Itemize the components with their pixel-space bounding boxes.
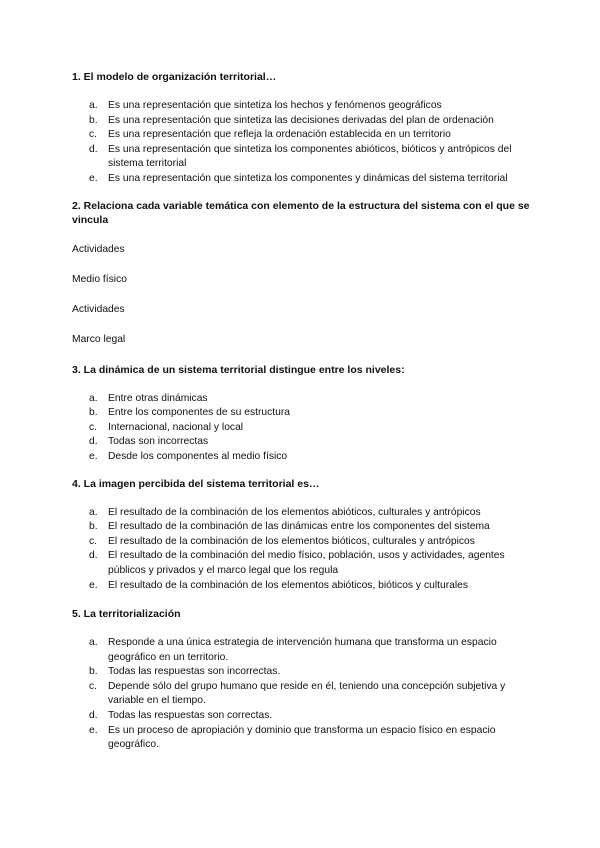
option-text: El resultado de la combinación de los elementos abióticos, culturales y antrópicos: [108, 506, 481, 518]
option-marker: e.: [89, 450, 98, 462]
option-item: [72, 406, 532, 421]
option-marker: a.: [89, 637, 98, 649]
option-text: El resultado de la combinación de las dinámicas entre los componentes del sistema: [108, 521, 490, 533]
option-marker: c.: [89, 421, 98, 433]
answer-line: Marco legal: [72, 333, 126, 345]
option-item: [72, 99, 534, 114]
option-item: [72, 549, 534, 578]
option-marker: a.: [89, 100, 98, 111]
option-item: [72, 680, 534, 709]
option-item: [72, 520, 534, 535]
option-marker: d.: [89, 436, 98, 448]
option-text: Entre otras dinámicas: [108, 392, 208, 404]
option-item: [72, 114, 534, 129]
option-item: [72, 143, 534, 172]
option-text: Es una representación que sintetiza los componentes abióticos, bióticos y antrópicos del sistema territorial: [108, 143, 512, 170]
option-text: Todas las respuestas son correctas.: [108, 710, 273, 722]
question-4-options: [72, 506, 534, 594]
question-3-options: [72, 392, 532, 465]
option-item: [72, 421, 532, 436]
option-item: [72, 709, 534, 724]
option-marker: b.: [89, 521, 98, 533]
option-text: Es una representación que refleja la ordenación establecida en un territorio: [108, 129, 451, 141]
question-4-title: 4. La imagen percibida del sistema territorial es…: [72, 477, 320, 490]
question-5-title: 5. La territorialización: [72, 608, 181, 621]
option-item: [72, 506, 534, 521]
option-item: [72, 172, 534, 187]
option-item: [72, 579, 534, 594]
option-item: [72, 724, 534, 753]
option-marker: d.: [89, 710, 98, 722]
option-marker: d.: [89, 143, 98, 155]
option-item: [72, 535, 534, 550]
question-2-title: 2. Relaciona cada variable temática con elemento de la estructura del sistema con el que se vincula: [72, 199, 530, 226]
option-text: Desde los componentes al medio físico: [108, 450, 288, 462]
option-item: [72, 450, 532, 465]
option-text: El resultado de la combinación de los elementos bióticos, culturales y antrópicos: [108, 535, 475, 547]
option-text: El resultado de la combinación del medio físico, población, usos y actividades, agentes públicos y privados y el marco legal que los regula: [108, 550, 505, 576]
option-marker: e.: [89, 172, 98, 184]
option-text: El resultado de la combinación de los elementos abióticos, bióticos y culturales: [108, 579, 469, 591]
option-text: Todas son incorrectas: [108, 436, 209, 448]
option-marker: c.: [89, 680, 98, 692]
option-marker: a.: [89, 392, 98, 404]
option-text: Entre los componentes de su estructura: [108, 407, 291, 419]
question-1-options: [72, 99, 534, 187]
option-marker: b.: [89, 407, 98, 419]
option-marker: b.: [89, 666, 98, 678]
option-marker: d.: [89, 550, 98, 562]
option-text: Es una representación que sintetiza los componentes y dinámicas del sistema territorial: [108, 172, 508, 184]
option-marker: c.: [89, 129, 98, 141]
option-text: Es un proceso de apropiación y dominio que transforma un espacio físico en espacio geográfico.: [108, 724, 496, 751]
option-marker: b.: [89, 114, 98, 126]
option-text: Depende sólo del grupo humano que reside en él, teniendo una concepción subjetiva y variable en el tiempo.: [108, 680, 506, 707]
option-item: [72, 435, 532, 450]
option-item: [72, 128, 534, 143]
option-marker: a.: [89, 506, 98, 518]
answer-line: Actividades: [72, 303, 125, 315]
question-5-options: [72, 636, 534, 753]
question-3-title: 3. La dinámica de un sistema territorial distingue entre los niveles:: [72, 363, 405, 376]
option-text: Internacional, nacional y local: [108, 421, 244, 433]
option-text: Es una representación que sintetiza los hechos y fenómenos geográficos: [108, 100, 442, 111]
document-page: [72, 70, 532, 753]
option-item: [72, 636, 534, 665]
option-marker: e.: [89, 579, 98, 591]
option-item: [72, 665, 534, 680]
option-text: Todas las respuestas son incorrectas.: [108, 666, 281, 678]
option-marker: c.: [89, 535, 98, 547]
option-marker: e.: [89, 724, 98, 736]
option-text: Es una representación que sintetiza las decisiones derivadas del plan de ordenación: [108, 114, 494, 126]
question-1-title: 1. El modelo de organización territorial…: [72, 71, 277, 83]
option-item: [72, 392, 532, 407]
answer-line: Actividades: [72, 243, 125, 255]
answer-line: Medio físico: [72, 273, 127, 285]
option-text: Responde a una única estrategia de intervención humana que transforma un espacio geográfico en un territorio.: [108, 637, 497, 663]
